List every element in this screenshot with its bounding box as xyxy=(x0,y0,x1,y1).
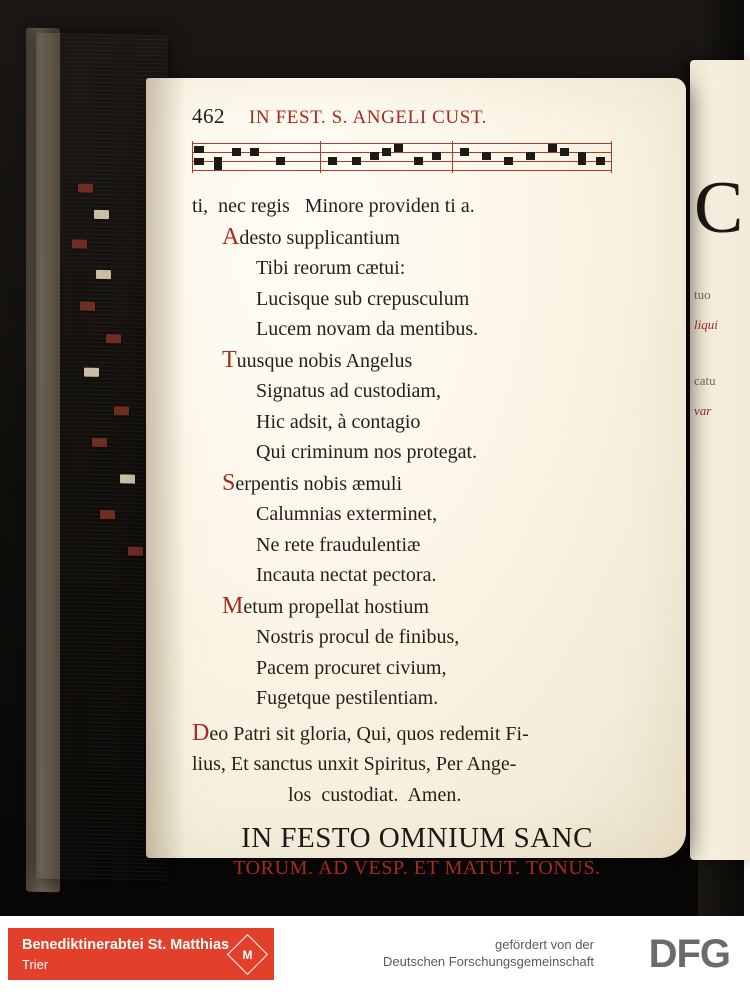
index-tab xyxy=(106,334,121,343)
verse-line xyxy=(256,284,642,315)
index-tab xyxy=(128,547,143,556)
index-tab xyxy=(92,438,107,447)
index-tab xyxy=(120,474,135,483)
index-tab xyxy=(100,510,115,519)
manuscript-page xyxy=(146,78,686,879)
index-tab xyxy=(94,210,109,219)
verse-line xyxy=(256,376,642,407)
verse-line xyxy=(222,222,642,254)
dfg-logo: DFG xyxy=(648,932,730,976)
verse-text: Qui criminum nos protegat. xyxy=(256,441,478,463)
verse-initial: M xyxy=(222,592,244,619)
verse-line xyxy=(256,653,642,684)
verse-line xyxy=(222,591,642,623)
facing-fragment-4: var xyxy=(694,403,712,418)
library-badge[interactable] xyxy=(8,928,274,980)
folio-number: 462 xyxy=(192,104,225,128)
facing-fragment-2: liqui xyxy=(694,317,718,332)
funder-line-1: gefördert von der xyxy=(494,937,594,952)
verse-line xyxy=(256,560,642,591)
library-logo-letter: M xyxy=(242,947,253,962)
verse-text: Incauta nectat pectora. xyxy=(256,564,437,586)
verse-initial: D xyxy=(192,719,210,746)
verse-text: los custodiat. Amen. xyxy=(288,783,462,806)
verse-text: Fugetque pestilentiam. xyxy=(256,687,439,709)
verse-initial: T xyxy=(222,346,237,373)
verse-line xyxy=(256,407,642,438)
verse-text: uusque nobis Angelus xyxy=(236,349,413,372)
facing-fragment-1: tuo xyxy=(694,287,711,302)
verse-line xyxy=(256,314,642,345)
verse-text: Ne rete fraudulentiæ xyxy=(256,533,421,556)
library-place: Trier xyxy=(22,957,49,972)
next-hymn-subtitle: TORUM. AD VESP. ET MATUT. TONUS. xyxy=(233,857,601,879)
verse-line xyxy=(192,718,642,750)
funder-credit xyxy=(383,936,594,970)
verse-text: Nostris procul de finibus, xyxy=(256,626,460,648)
page-content xyxy=(192,104,642,880)
verse-line xyxy=(192,749,642,780)
index-tab xyxy=(78,183,93,192)
verse-text: desto supplicantium xyxy=(239,226,400,249)
verse-line xyxy=(256,253,642,284)
library-logo-icon xyxy=(227,934,268,975)
chant-stave xyxy=(192,135,612,185)
hymn-verses xyxy=(192,222,642,811)
facing-page-text xyxy=(690,60,750,860)
index-tab xyxy=(80,302,95,311)
verse-text: Lucisque sub crepusculum xyxy=(256,287,470,310)
next-hymn-title: IN FESTO OMNIUM SANC xyxy=(241,822,593,854)
verse-text: Lucem novam da mentibus. xyxy=(256,318,479,340)
facing-page xyxy=(690,60,750,860)
running-title: IN FEST. S. ANGELI CUST. xyxy=(249,107,488,128)
verse-text: Calumnias exterminet, xyxy=(256,503,438,525)
verse-text: eo Patri sit gloria, Qui, quos redemit Fi- xyxy=(209,722,529,745)
verse-text: Pacem procuret civium, xyxy=(256,656,447,679)
index-tab xyxy=(72,239,87,248)
verse-line xyxy=(256,499,642,530)
verse-initial: A xyxy=(222,223,240,250)
library-name: Benediktinerabtei St. Matthias xyxy=(22,937,230,953)
chant-text-line: ti, nec regis Minore providen ti a. xyxy=(192,195,475,217)
verse-line xyxy=(256,683,642,714)
verse-text: lius, Et sanctus unxit Spiritus, Per Ange- xyxy=(192,753,517,775)
verse-text: erpentis nobis æmuli xyxy=(235,472,403,495)
verse-text: Tibi reorum cætui: xyxy=(256,257,406,279)
verse-line xyxy=(222,468,642,500)
index-tab xyxy=(114,406,129,415)
verse-line xyxy=(256,622,642,653)
page-header xyxy=(192,104,642,129)
verse-text: Hic adsit, à contagio xyxy=(256,410,421,433)
viewer-footer xyxy=(0,916,744,1000)
index-tab xyxy=(84,368,99,377)
decorated-initial-O: C xyxy=(694,167,744,249)
verse-line xyxy=(288,780,642,811)
chant-clef xyxy=(194,143,206,169)
verse-line xyxy=(256,530,642,561)
verse-line xyxy=(256,437,642,468)
index-tab xyxy=(96,270,111,279)
verse-initial: S xyxy=(222,469,236,496)
funder-line-2: Deutschen Forschungsgemeinschaft xyxy=(382,954,594,969)
facing-fragment-3: catu xyxy=(694,373,716,388)
verse-text: Signatus ad custodiam, xyxy=(256,380,441,402)
verse-text: etum propellat hostium xyxy=(243,595,429,618)
verse-line xyxy=(222,345,642,377)
